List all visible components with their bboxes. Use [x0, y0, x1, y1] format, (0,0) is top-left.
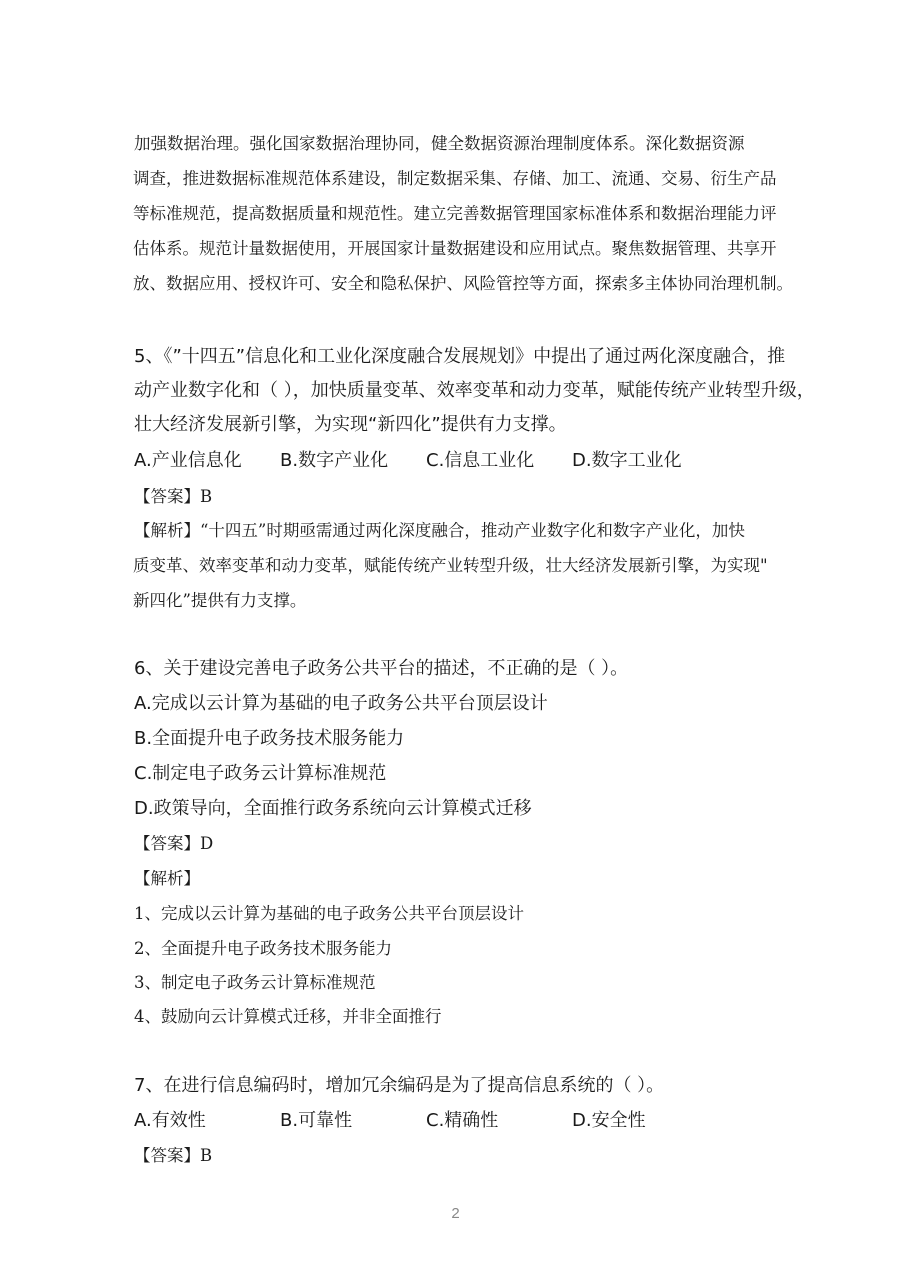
question-6-analysis-title: 【解析】	[134, 869, 200, 888]
analysis-item: 4、鼓励向云计算模式迁移，并非全面推行	[134, 1007, 442, 1026]
option-b: B.全面提升电子政务技术服务能力	[134, 728, 405, 749]
question-5-analysis	[134, 517, 814, 617]
text-line: 动产业数字化和（ ），加快质量变革、效率变革和动力变革，赋能传统产业转型升级，	[134, 380, 815, 401]
option-a: A.完成以云计算为基础的电子政务公共平台顶层设计	[134, 693, 548, 714]
text-line: 加强数据治理。强化国家数据治理协同，健全数据资源治理制度体系。深化数据资源	[134, 134, 745, 153]
text-line: 等标准规范，提高数据质量和规范性。建立完善数据管理国家标准体系和数据治理能力评	[133, 204, 777, 223]
text-line: 调查，推进数据标准规范体系建设，制定数据采集、存储、加工、流通、交易、衍生产品	[133, 169, 777, 188]
analysis-item: 1、完成以云计算为基础的电子政务公共平台顶层设计	[134, 904, 524, 923]
question-6-answer: 【答案】D	[134, 834, 214, 853]
option-a: A.产业信息化	[134, 450, 242, 471]
option-c: C.精确性	[426, 1110, 499, 1131]
option-c: C.信息工业化	[426, 450, 535, 471]
text-line: 质变革、效率变革和动力变革，赋能传统产业转型升级，壮大经济发展新引擎，为实现"	[133, 556, 768, 575]
option-d: D.政策导向，全面推行政务系统向云计算模式迁移	[134, 798, 532, 819]
analysis-item: 3、制定电子政务云计算标准规范	[134, 973, 376, 992]
text-line: 【解析】“十四五”时期亟需通过两化深度融合，推动产业数字化和数字产业化，加快	[134, 521, 745, 540]
text-line: 新四化”提供有力支撑。	[133, 591, 307, 610]
question-6-stem: 6、关于建设完善电子政务公共平台的描述，不正确的是（ ）。	[134, 658, 629, 679]
option-b: B.数字产业化	[280, 450, 389, 471]
question-5-stem	[134, 342, 814, 447]
text-line: 5、《”十四五”信息化和工业化深度融合发展规划》中提出了通过两化深度融合，推	[134, 346, 786, 367]
question-5-answer: 【答案】B	[134, 487, 213, 506]
text-line: 放、数据应用、授权许可、安全和隐私保护、风险管控等方面，探索多主体协同治理机制。	[133, 274, 793, 293]
intro-paragraph	[134, 130, 814, 300]
option-b: B.可靠性	[280, 1110, 353, 1131]
option-d: D.安全性	[572, 1110, 646, 1131]
analysis-item: 2、全面提升电子政务技术服务能力	[134, 939, 392, 958]
page-number: 2	[451, 1205, 460, 1222]
question-7-answer: 【答案】B	[134, 1146, 213, 1165]
text-line: 壮大经济发展新引擎，为实现“新四化”提供有力支撑。	[134, 414, 567, 435]
option-a: A.有效性	[134, 1110, 206, 1131]
option-d: D.数字工业化	[572, 450, 682, 471]
option-c: C.制定电子政务云计算标准规范	[134, 763, 387, 784]
question-7-stem: 7、在进行信息编码时，增加冗余编码是为了提高信息系统的（ ）。	[134, 1075, 665, 1096]
text-line: 估体系。规范计量数据使用，开展国家计量数据建设和应用试点。聚焦数据管理、共享开	[133, 239, 777, 258]
